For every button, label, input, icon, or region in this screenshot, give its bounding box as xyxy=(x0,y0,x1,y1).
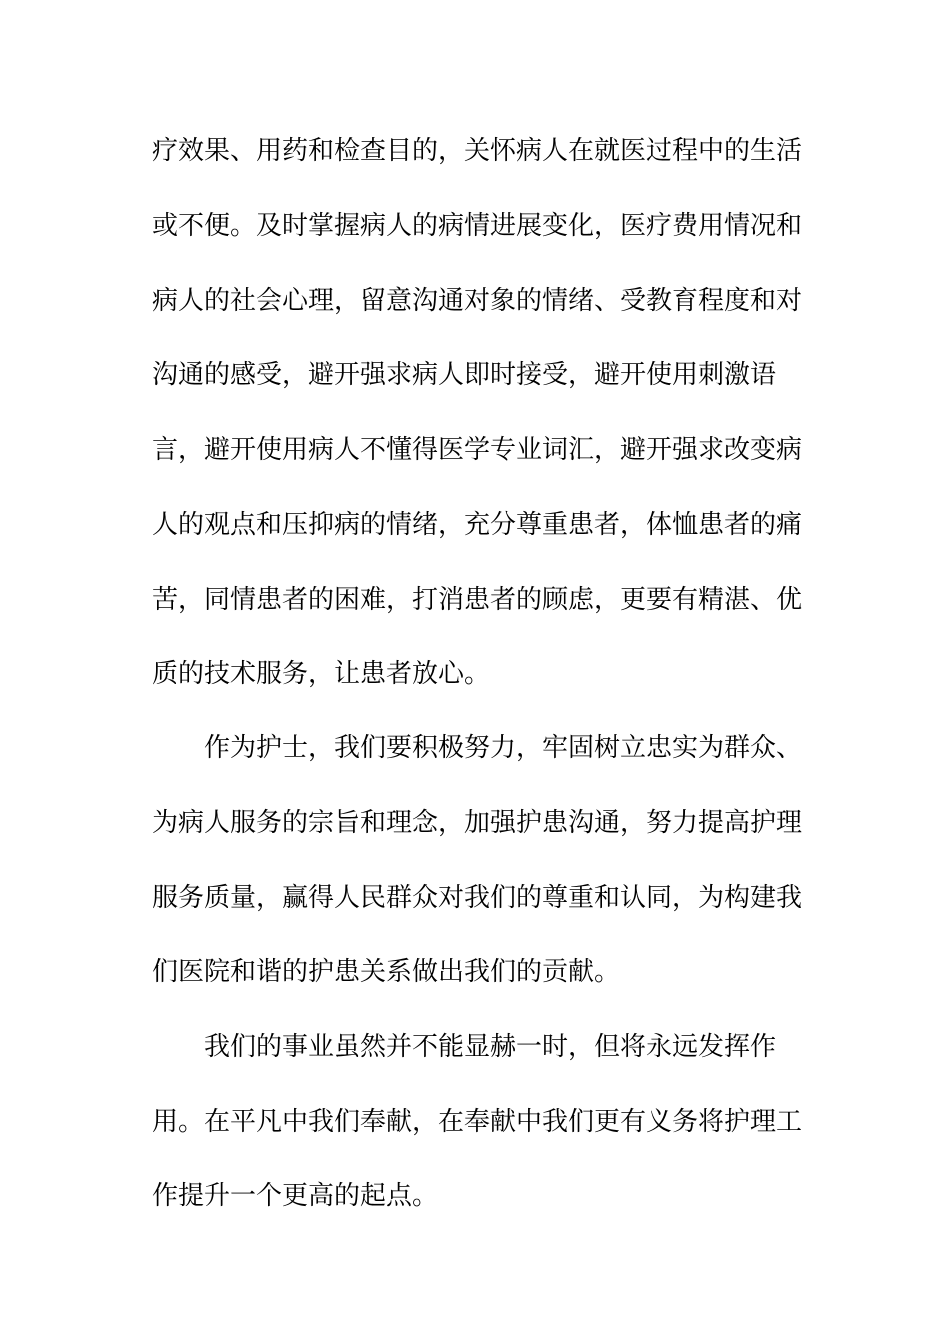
paragraph-2-line-3: 服务质量，赢得人民群众对我们的尊重和认同，为构建我 xyxy=(152,883,803,913)
paragraph-1-line-7: 苦，同情患者的困难，打消患者的顾虑，更要有精湛、优 xyxy=(152,585,803,615)
paragraph-1-line-2: 或不便。及时掌握病人的病情进展变化，医疗费用情况和 xyxy=(152,211,803,241)
paragraph-3-line-3: 作提升一个更高的起点。 xyxy=(152,1181,439,1211)
paragraph-2-line-1: 作为护士，我们要积极努力，牢固树立忠实为群众、 xyxy=(204,733,803,763)
paragraph-2-line-4: 们医院和谐的护患关系做出我们的贡献。 xyxy=(152,957,621,987)
paragraph-1-line-5: 言，避开使用病人不懂得医学专业词汇，避开强求改变病 xyxy=(152,435,803,465)
paragraph-1-line-4: 沟通的感受，避开强求病人即时接受，避开使用刺激语 xyxy=(152,360,777,390)
paragraph-1-line-3: 病人的社会心理，留意沟通对象的情绪、受教育程度和对 xyxy=(152,286,803,316)
paragraph-1-line-1: 疗效果、用药和检查目的，关怀病人在就医过程中的生活 xyxy=(152,136,803,166)
paragraph-3-line-2: 用。在平凡中我们奉献，在奉献中我们更有义务将护理工 xyxy=(152,1107,803,1137)
paragraph-1-line-8: 质的技术服务，让患者放心。 xyxy=(152,659,491,689)
paragraph-3-line-1: 我们的事业虽然并不能显赫一时，但将永远发挥作 xyxy=(204,1032,777,1062)
paragraph-2-line-2: 为病人服务的宗旨和理念，加强护患沟通，努力提高护理 xyxy=(152,808,803,838)
paragraph-1-line-6: 人的观点和压抑病的情绪，充分尊重患者，体恤患者的痛 xyxy=(152,510,803,540)
